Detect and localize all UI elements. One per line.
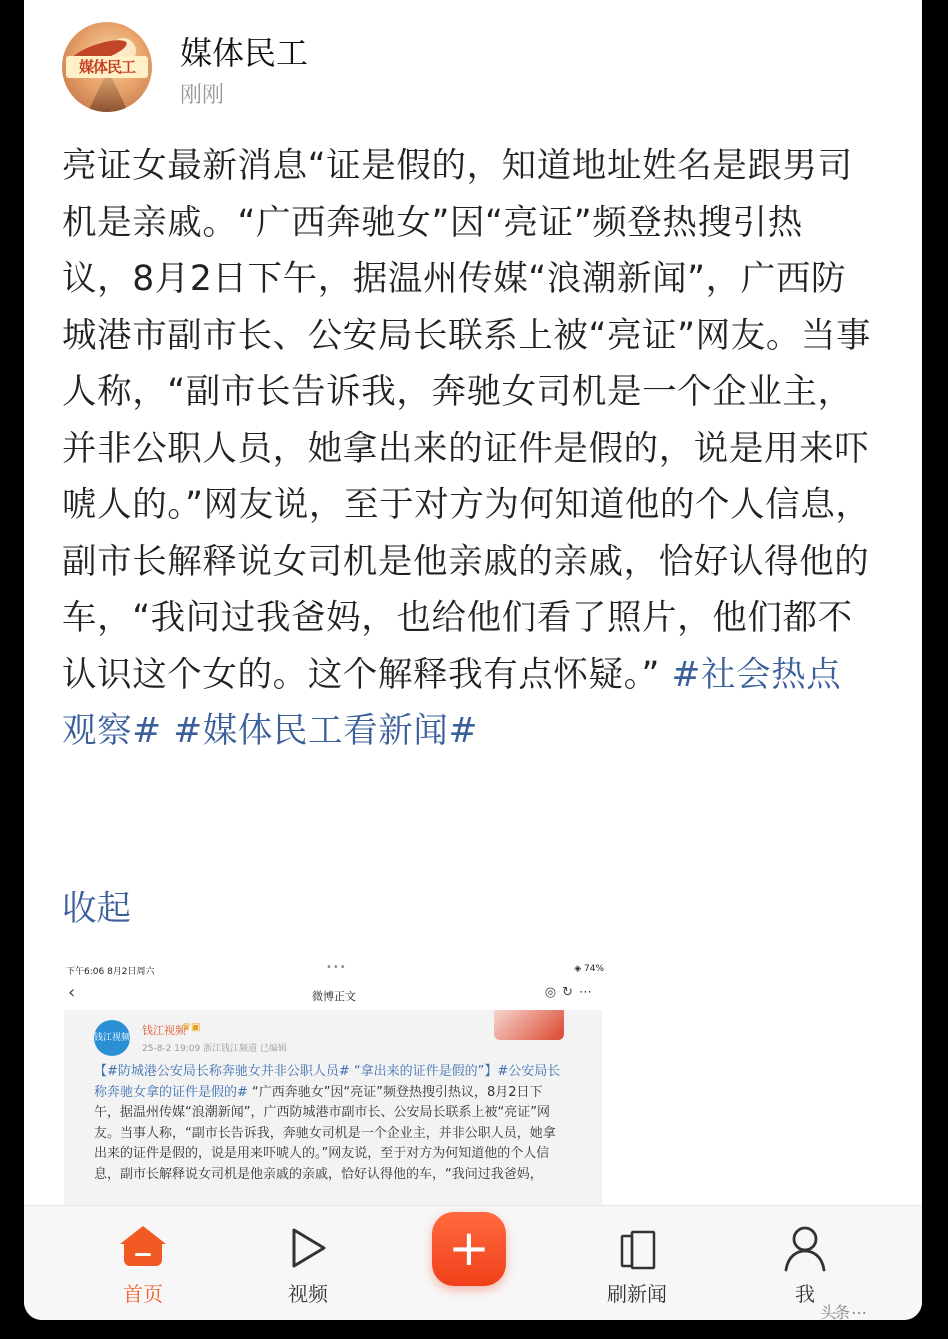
embedded-status-time: 下午6:06 8月2日周六 <box>66 967 155 977</box>
profile-icon <box>783 1224 827 1272</box>
embedded-screenshot[interactable] <box>60 958 608 1208</box>
embedded-hashtag-line: 【#防城港公安局长称奔驰女并非公职人员# “拿出来的证件是假的”】#公安局长称奔驰女拿的证件是假的# <box>94 1064 561 1100</box>
embedded-status-battery: ◈ 74% <box>574 964 604 974</box>
nav-refresh-news[interactable] <box>582 1206 692 1320</box>
bottom-nav <box>24 1205 922 1320</box>
embedded-text <box>94 1062 566 1185</box>
publish-plus-button[interactable] <box>432 1212 506 1286</box>
nav-refresh-news-label: 刷新闻 <box>607 1282 667 1306</box>
post-body <box>62 138 872 760</box>
nav-profile-label: 我 <box>795 1282 815 1306</box>
author-name[interactable]: 媒体民工 <box>180 34 309 72</box>
post-text: 亮证女最新消息“证是假的，知道地址姓名是跟男司机是亲戚。“广西奔驰女”因“亮证”频登热搜引热议，8月2日下午，据温州传媒“浪潮新闻”，广西防城港市副市长、公安局长联系上被“亮证”网友。当事人称，“副市长告诉我，奔驰女司机是一个企业主，并非公职人员，她拿出来的证件是假的，说是用来吓唬人的。”网友说，至于对方为何知道他的个人信息，副市长解释说女司机是他亲戚的亲戚，恰好认得他的车，“我问过我爸妈，也给他们看了照片，他们都不认识这个女的。这个解释我有点怀疑。” <box>62 146 872 695</box>
watermark: 头条 ⋯ <box>820 1303 866 1322</box>
video-icon <box>288 1226 328 1270</box>
post-hashtags[interactable]: #社会热点观察# #媒体民工看新闻# <box>62 654 842 751</box>
embedded-nav-title: 微博正文 <box>312 990 356 1003</box>
embedded-account-name: 钱江视频 <box>142 1024 186 1037</box>
embedded-body: “广西奔驰女”因“亮证”频登热搜引热议，8月2日下午，据温州传媒“浪潮新闻”，广西防城港市副市长、公安局长联系上被“亮证”网友。当事人称，“副市长告诉我，奔驰女司机是一个企业主，并非公职人员，她拿出来的证件是假的，说是用来吓唬人的。”网友说，至于对方为何知道他的个人信息，副市长解释说女司机是他亲戚的亲戚，恰好认得他的车，“我问过我爸妈， <box>94 1084 556 1182</box>
embedded-nav-icons: ◎↻⋯ <box>544 985 598 1000</box>
embedded-account-avatar: 钱江视频 <box>94 1020 130 1056</box>
embedded-card <box>64 1010 602 1208</box>
embedded-vip-badge-icon: ♛▣ <box>182 1022 201 1033</box>
nav-home-label: 首页 <box>123 1282 163 1306</box>
embedded-dots-icon: ••• <box>326 962 347 973</box>
home-icon <box>120 1226 166 1266</box>
plus-icon: + <box>448 1219 490 1277</box>
embedded-meta: 25-8-2 19:09 浙江钱江频道 已编辑 <box>142 1044 287 1054</box>
nav-video-label: 视频 <box>288 1282 328 1306</box>
refresh-news-icon <box>618 1228 658 1272</box>
nav-video[interactable] <box>253 1206 363 1320</box>
app-frame <box>24 0 922 1320</box>
nav-home[interactable] <box>88 1206 198 1320</box>
collapse-link[interactable]: 收起 <box>62 889 131 929</box>
avatar-road-shape <box>88 78 128 112</box>
post-time: 刚刚 <box>180 83 225 108</box>
avatar-text: 媒体民工 <box>66 56 148 78</box>
embedded-thumbnail <box>494 1010 564 1040</box>
embedded-back-icon: ‹ <box>68 982 76 1003</box>
author-avatar[interactable] <box>62 22 152 112</box>
